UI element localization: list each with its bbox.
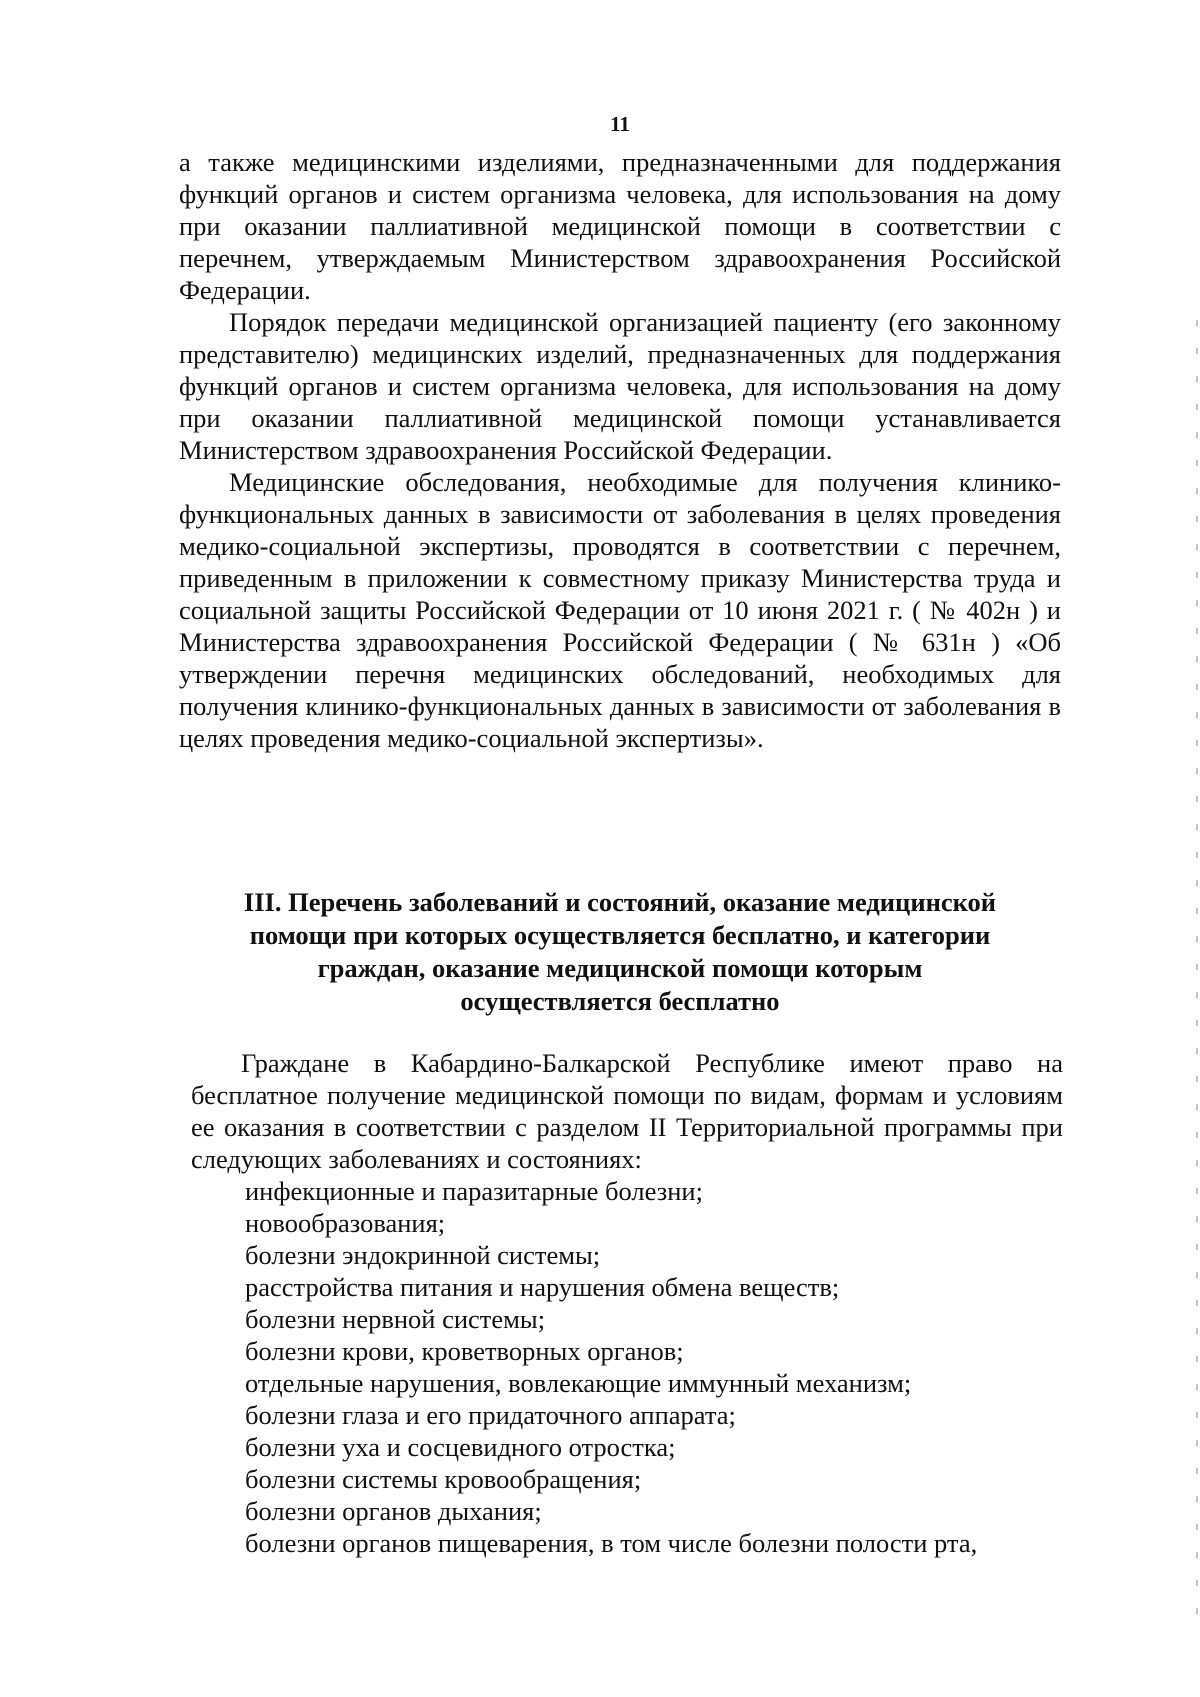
paragraph-medical-examinations: Медицинские обследования, необходимые для получения клинико-функциональных данных в зависимости от заболевания в целях проведения медико-социальной экспертизы, проводятся в соответствии с перечнем, приведенным в приложении к совместному приказу Министерства труда и социальной защиты Российской Федерации от 10 июня 2021 г. ( № 402н ) и Министерства здравоохранения Российской Федерации ( № 631н ) «Об утверждении перечня медицинских обследований, необходимых для получения клинико-функциональных данных в зависимости от заболевания в целях проведения медико-социальной экспертизы». — [179, 467, 1061, 753]
section-heading-line: осуществляется бесплатно — [460, 986, 780, 1016]
page-number: 11 — [610, 112, 630, 136]
list-item: расстройства питания и нарушения обмена веществ; — [245, 1272, 840, 1302]
list-item: болезни крови, кроветворных органов; — [245, 1336, 684, 1366]
list-item: болезни нервной системы; — [245, 1304, 546, 1334]
paragraph-transfer-order: Порядок передачи медицинской организацией пациенту (его законному представителю) медицинских изделий, предназначенных для поддержания функций органов и систем организма человека, для использования на дому при оказании паллиативной медицинской помощи устанавливается Министерством здравоохранения Российской Федерации. — [179, 307, 1061, 465]
list-item: болезни глаза и его придаточного аппарата; — [245, 1400, 736, 1430]
intro-text — [179, 146, 1061, 754]
list-item: болезни системы кровообращения; — [245, 1464, 642, 1494]
conditions-list — [191, 1175, 1063, 1559]
section-lead-paragraph: Граждане в Кабардино-Балкарской Республике имеют право на бесплатное получение медицинской помощи по видам, формам и условиям ее оказания в соответствии с разделом II Территориальной программы при следующих заболеваниях и состояниях: — [191, 1048, 1063, 1174]
list-item: болезни органов дыхания; — [245, 1496, 542, 1526]
list-item: инфекционные и паразитарные болезни; — [245, 1176, 703, 1206]
paragraph-continuation: а также медицинскими изделиями, предназначенными для поддержания функций органов и систем организма человека, для использования на дому при оказании паллиативной медицинской помощи в соответствии с перечнем, утверждаемым Министерством здравоохранения Российской Федерации. — [179, 147, 1061, 305]
section-heading-line: III. Перечень заболеваний и состояний, оказание медицинской — [243, 887, 997, 917]
list-item: болезни эндокринной системы; — [245, 1240, 601, 1270]
list-item: болезни органов пищеварения, в том числе болезни полости рта, — [245, 1528, 978, 1558]
scan-edge-mark — [1196, 320, 1198, 1620]
section-heading — [200, 886, 1040, 1018]
list-item: отдельные нарушения, вовлекающие иммунный механизм; — [245, 1368, 912, 1398]
section-heading-line: помощи при которых осуществляется бесплатно, и категории — [249, 920, 991, 950]
list-item: болезни уха и сосцевидного отростка; — [245, 1432, 676, 1462]
list-item: новообразования; — [245, 1208, 446, 1238]
section-heading-line: граждан, оказание медицинской помощи которым — [317, 953, 923, 983]
section-body — [191, 1047, 1063, 1559]
